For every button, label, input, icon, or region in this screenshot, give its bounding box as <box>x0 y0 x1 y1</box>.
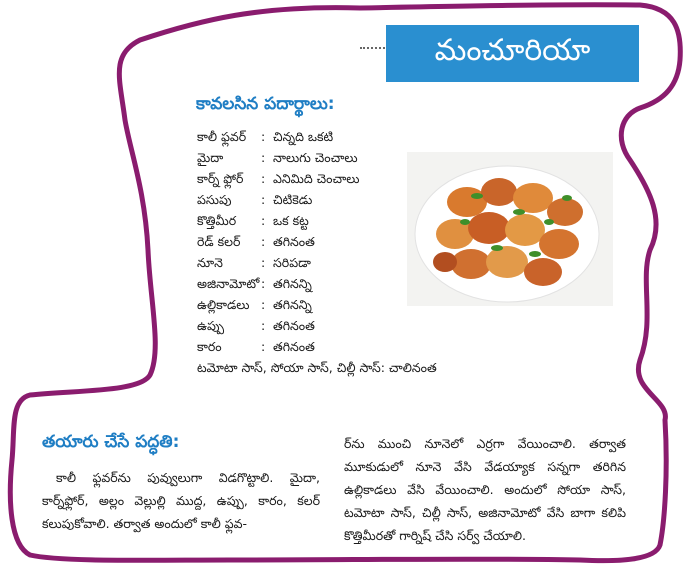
ingredient-row: నూనె : సరిపడా <box>197 252 437 273</box>
ingredient-row: రెడ్ కలర్ : తగినంత <box>197 231 437 252</box>
method-heading: తయారు చేసే పద్ధతి: <box>42 432 180 452</box>
ingredient-row: కార్న్ ఫ్లోర్ : ఎనిమిది చెంచాలు <box>197 168 437 189</box>
ingredient-name: కాలీ ఫ్లవర్ <box>197 129 247 144</box>
ingredient-name: కొత్తిమీర <box>197 213 237 228</box>
ingredient-amount: ఒక కట్ట <box>273 213 309 228</box>
ingredient-amount: చిటికెడు <box>273 192 313 207</box>
ingredient-name: కారం <box>197 339 222 354</box>
method-column-2 <box>344 432 626 547</box>
ingredient-row: కారం : తగినంత <box>197 336 437 357</box>
ingredient-amount: ఎనిమిది చెంచాలు <box>273 171 360 186</box>
ingredient-row: అజినామోటో : తగినన్ని <box>197 273 437 294</box>
ingredients-list <box>197 126 437 378</box>
ingredient-amount: తగినన్ని <box>273 297 312 312</box>
ingredient-row: కొత్తిమీర : ఒక కట్ట <box>197 210 437 231</box>
ingredient-name: కార్న్ ఫ్లోర్ <box>197 171 244 186</box>
ingredient-row: కాలీ ఫ్లవర్ : చిన్నది ఒకటి <box>197 126 437 147</box>
method-text-part-1: కాలీ ఫ్లవర్‌ను పువ్వులుగా విడగొట్టాలి. మైదా, కార్న్‌ఫ్లోర్, అల్లం వెల్లుల్లి ముద్ద, ఉప్పు, కారం, కలర్ కలుపుకోవాలి. తర్వాత అందులో కాలీ ఫ్లవ- <box>42 470 320 531</box>
ingredient-name: రెడ్ కలర్ <box>197 234 241 249</box>
ingredient-row: ఉల్లికాడలు : తగినన్ని <box>197 294 437 315</box>
ingredient-row-sauces <box>197 357 437 378</box>
ingredient-amount: తగినంత <box>273 234 315 249</box>
ingredient-amount: సరిపడా <box>273 255 311 270</box>
ingredient-name: ఉప్పు <box>197 318 225 333</box>
ingredient-name: పసుపు <box>197 192 232 207</box>
title-dotted-rule <box>360 47 388 49</box>
ingredient-row: ఉప్పు : తగినంత <box>197 315 437 336</box>
recipe-title: మంచూరియా <box>386 25 639 82</box>
ingredient-amount: తగినంత <box>273 339 315 354</box>
ingredient-row: పసుపు : చిటికెడు <box>197 189 437 210</box>
ingredient-name: మైదా <box>197 150 224 165</box>
ingredient-name: ఉల్లికాడలు <box>197 297 250 312</box>
ingredient-amount: తగినంత <box>273 318 315 333</box>
ingredient-amount: చిన్నది ఒకటి <box>273 129 334 144</box>
method-text-part-2: ర్‌ను ముంచి నూనెలో ఎర్రగా వేయించాలి. తర్వాత మూకుడులో నూనె వేసి వేడయ్యాక సన్నగా తరిగిన ఉల్లికాడలు వేసి వేయించాలి. అందులో సోయా సాస్, టమోటా సాస్, చిల్లీ సాస్, అజినామోటో వేసి బాగా కలిపి కొత్తిమీరతో గార్నిష్ చేసి సర్వ్ చేయాలి. <box>344 436 626 543</box>
ingredient-amount: తగినన్ని <box>273 276 312 291</box>
ingredient-sauces: టమోటా సాస్, సోయా సాస్, చిల్లీ సాస్: చాలినంత <box>197 360 437 375</box>
method-column-1 <box>42 466 320 535</box>
ingredients-heading: కావలసిన పదార్థాలు: <box>196 94 335 114</box>
ingredient-name: నూనె <box>197 255 223 270</box>
ingredient-amount: నాలుగు చెంచాలు <box>273 150 358 165</box>
manchurian-photo <box>407 152 613 306</box>
ingredient-name: అజినామోటో <box>197 276 260 291</box>
ingredient-row: మైదా : నాలుగు చెంచాలు <box>197 147 437 168</box>
